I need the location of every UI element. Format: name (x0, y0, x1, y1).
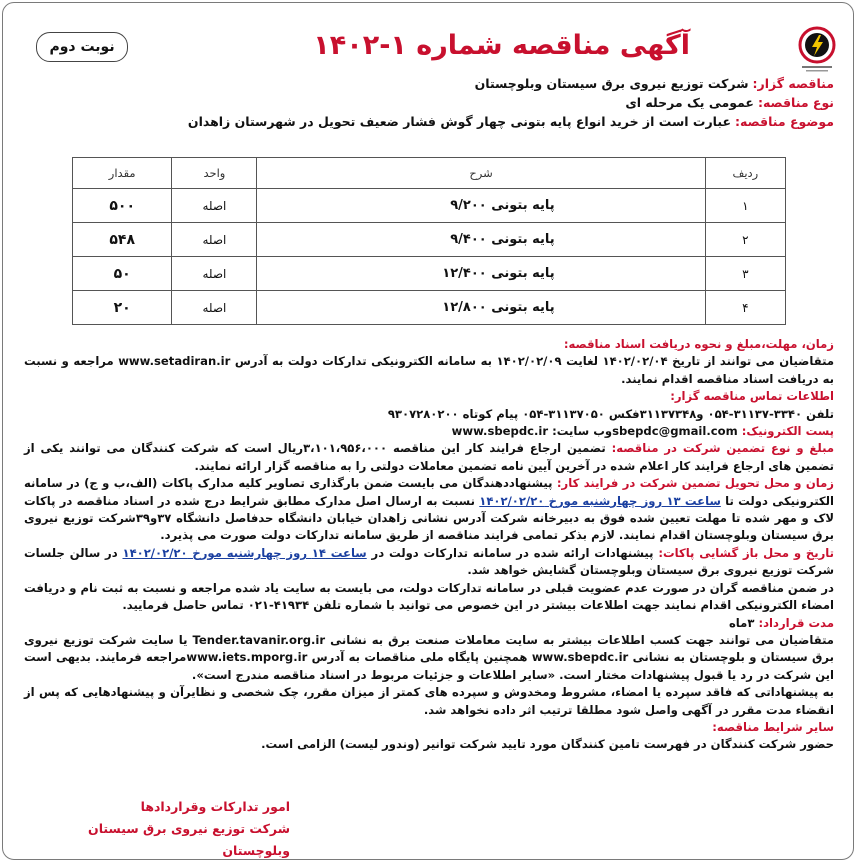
section-guarantee (24, 440, 834, 475)
row-radif: ۳ (705, 257, 785, 291)
section-heading: اطلاعات تماس مناقصه گزار: (670, 389, 834, 404)
opening-time-text: ساعت ۱۴ روز چهارشنبه مورخ ۱۴۰۲/۰۲/۲۰ (122, 545, 367, 560)
table-row (73, 291, 786, 325)
section-text: حضور شرکت کنندگان در فهرست تامین کنندگان مورد تایید شرکت توانیر (وندور لیست) الزامی است. (261, 737, 834, 752)
organizer-value: شرکت توزیع نیروی برق سیستان وبلوچستان (474, 76, 749, 91)
row-radif: ۴ (705, 291, 785, 325)
organizer-row (54, 74, 834, 93)
row-meqdar: ۵۰۰ (73, 189, 172, 223)
section-text: در سالن جلسات شرکت توزیع نیروی برق سیستان وبلوچستان گشایش خواهد شد. (24, 545, 834, 578)
tender-meta (54, 74, 834, 131)
row-sharh: پایه بتونی ۹/۴۰۰ (257, 223, 705, 257)
type-label: نوع مناقصه: (757, 95, 834, 110)
section-text: تلفن ۳۳۴۰-۳۱۱۳۷-۰۵۴ و۳۱۱۳۷۳۴۸فکس ۳۱۱۳۷۰۵۰-۰۵۴ پیام کوتاه ۹۳۰۷۲۸۰۲۰۰ (387, 406, 834, 421)
footer-department: امور تدارکات وقراردادها (140, 799, 290, 814)
section-email (24, 423, 834, 440)
section-duration (24, 615, 834, 632)
row-vahed: اصله (172, 189, 257, 223)
company-logo-icon (796, 26, 838, 74)
announcement-body (24, 336, 834, 754)
section-opening (24, 545, 834, 580)
row-vahed: اصله (172, 223, 257, 257)
table-header-row (73, 158, 786, 189)
section-documents (24, 336, 834, 388)
row-meqdar: ۵۰ (73, 257, 172, 291)
publication-badge: نوبت دوم (36, 32, 128, 62)
header-radif: ردیف (705, 158, 785, 189)
section-delivery (24, 475, 834, 545)
signature-block (40, 796, 290, 862)
header-meqdar: مقدار (73, 158, 172, 189)
section-text: به پیشنهاداتی که فاقد سپرده یا امضاء، مشروط ومخدوش و سپرده های کمتر از میزان مقرر، چک شخصی و نظایرآن و پیشنهادهایی که پس از انقضاء مدت مقرر در آگهی واصل شود مطلقا ترتیب اثر داده نخواهد شد. (24, 685, 834, 717)
deadline-text: ساعت ۱۳ روز چهارشنبه مورخ ۱۴۰۲/۰۲/۲۰ (479, 493, 721, 508)
section-text: نسبت به ارسال اصل مدارک مطابق شرایط درج شده در اسناد مناقصه در پاکات لاک و مهر شده تا مهلت تعیین شده فوق به دبیرخانه شرکت آدرس نشانی زاهدان خیابان دانشگاه حدفاصل دانشگاه ۳۷و۳۹شرکت توزیع نیروی برق سیستان وبلوچستان اقدام نمایند. لازم بذکر تمامی فرایند مناقصه از طریق سامانه تدارکات دولت صورت می پذیرد. (24, 493, 834, 543)
section-text: متقاضیان می توانند از تاریخ ۱۴۰۲/۰۲/۰۴ لغایت ۱۴۰۲/۰۲/۰۹ به سامانه الکترونیکی تدارکات دولت به آدرس www.setadiran.ir مراجعه و نسبت به دریافت اسناد مناقصه اقدام نمایند. (24, 354, 834, 386)
section-contact (24, 388, 834, 423)
section-heading: تاریخ و محل باز گشایی پاکات: (658, 545, 834, 560)
section-text: ۳ماه (728, 615, 755, 630)
section-info (24, 632, 834, 684)
items-table (72, 157, 786, 325)
table-row (73, 223, 786, 257)
section-text: پیشنهادات ارائه شده در سامانه تدارکات دولت در (371, 545, 654, 560)
table-row (73, 257, 786, 291)
row-radif: ۲ (705, 223, 785, 257)
section-text: پیشنهاددهندگان می بایست ضمن بارگذاری تصاویر کلیه مدارک پاکات (الف،ب و ج) در سامانه الکترونیکی دولت تا (24, 476, 834, 508)
section-heading: مبلغ و نوع تضمین شرکت در مناقصه: (611, 441, 834, 456)
row-vahed: اصله (172, 291, 257, 325)
section-text: sbepdc@gmail.comوب سایت: www.sbepdc.ir (451, 424, 738, 439)
row-meqdar: ۵۴۸ (73, 223, 172, 257)
section-heading: سایر شرایط مناقصه: (712, 719, 834, 734)
row-sharh: پایه بتونی ۹/۲۰۰ (257, 189, 705, 223)
row-meqdar: ۲۰ (73, 291, 172, 325)
page-title: آگهی مناقصه شماره ۱-۱۴۰۲ (313, 30, 690, 61)
section-heading: زمان و محل تحویل تضمین شرکت در فرایند کار: (556, 476, 834, 491)
row-sharh: پایه بتونی ۱۲/۸۰۰ (257, 291, 705, 325)
section-rejection (24, 684, 834, 719)
subject-row (54, 112, 834, 131)
footer-company: شرکت توزیع نیروی برق سیستان وبلوچستان (88, 821, 290, 858)
section-text: تضمین ارجاع فرایند کار این مناقصه ۳،۱۰۱،۹۵۶،۰۰۰ریال است که شرکت کنندگان می توانند یکی از تضمین های ارجاع فرایند کار اعلام شده در آخرین آیین نامه تضمین معاملات دولتی را به مناقصه گزار ارائه نمایند. (24, 441, 834, 473)
subject-value: عبارت است از خرید انواع پایه بتونی چهار گوش فشار ضعیف تحویل در شهرستان زاهدان (187, 114, 732, 129)
section-other-terms (24, 719, 834, 754)
row-radif: ۱ (705, 189, 785, 223)
row-vahed: اصله (172, 257, 257, 291)
section-text: متقاضیان می توانند جهت کسب اطلاعات بیشتر به سایت معاملات صنعت برق به نشانی Tender.tavanir.org.ir یا سایت شرکت توزیع نیروی برق سیستان و بلوچستان به نشانی www.sbepdc.ir همچنین پایگاه ملی مناقصات به آدرس www.iets.mporg.irمراجعه فرمایند. بدیهی است این شرکت در رد یا قبول پیشنهادات مختار است. «سایر اطلاعات و جزئیات مربوط در اسناد مناقصه مندرج است». (24, 632, 834, 682)
subject-label: موضوع مناقصه: (735, 114, 834, 129)
section-registration (24, 580, 834, 615)
section-heading: پست الکترونیک: (741, 424, 834, 439)
organizer-label: مناقصه گزار: (752, 76, 834, 91)
type-value: عمومی یک مرحله ای (625, 95, 754, 110)
section-heading: مدت قرارداد: (758, 615, 834, 630)
header-vahed: واحد (172, 158, 257, 189)
section-text: در ضمن مناقصه گران در صورت عدم عضویت قبلی در سامانه تدارکات دولت، می بایست به سایت یاد شده مراجعه و نسبت به ثبت نام و دریافت امضاء الکترونیکی اقدام نمایند جهت اطلاعات بیشتر در این خصوص می توانید با شماره تلفن ۴۱۹۳۴-۰۲۱ تماس حاصل فرمایید. (23, 580, 834, 613)
type-row (54, 93, 834, 112)
header-sharh: شرح (257, 158, 705, 189)
row-sharh: پایه بتونی ۱۲/۴۰۰ (257, 257, 705, 291)
table-row (73, 189, 786, 223)
section-heading: زمان، مهلت،مبلغ و نحوه دریافت اسناد مناقصه: (563, 337, 834, 351)
